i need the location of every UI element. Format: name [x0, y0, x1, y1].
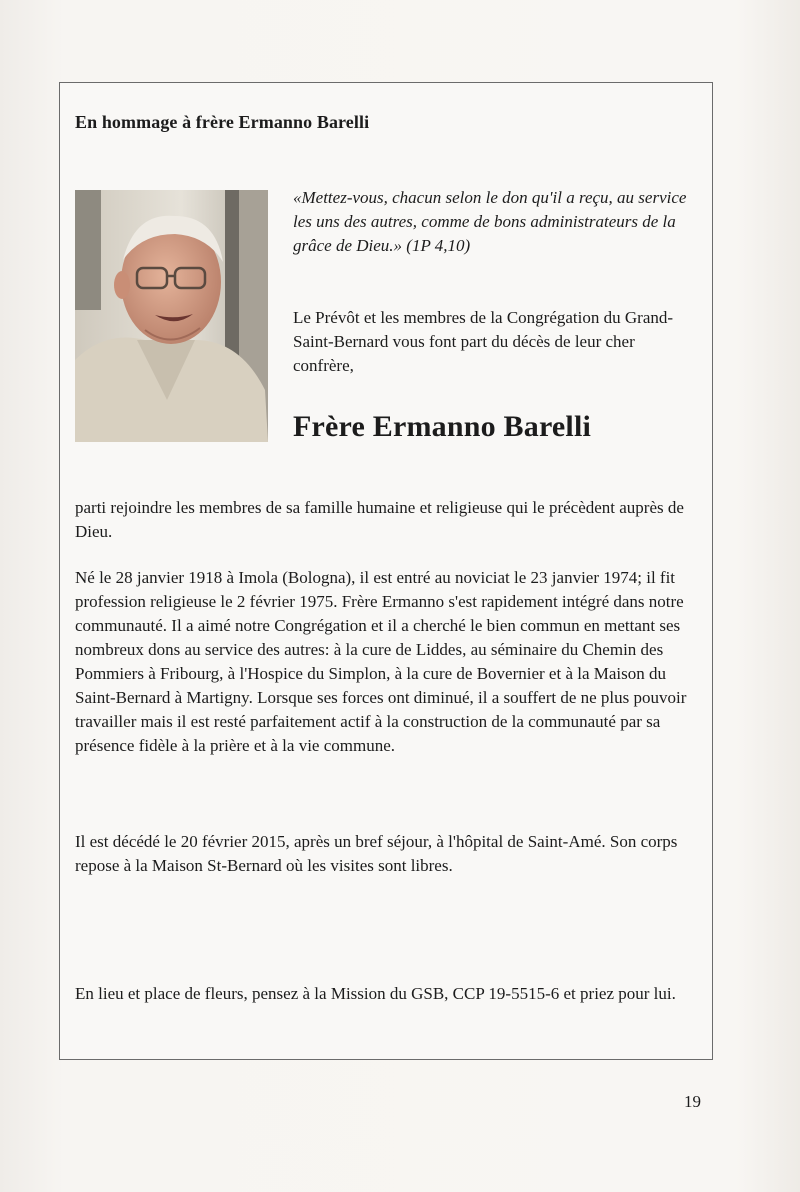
paragraph-death: Il est décédé le 20 février 2015, après un bref séjour, à l'hôpital de Saint-Amé. Son corps repose à la Maison St-Bernard où les visites sont libres.	[75, 832, 678, 875]
portrait-photo	[75, 190, 268, 442]
portrait-illustration	[75, 190, 268, 442]
bible-quote: «Mettez-vous, chacun selon le don qu'il a reçu, au service les uns des autres, comme de bons administrateurs de la grâce de Dieu.» (1P 4,10)	[293, 188, 687, 255]
paragraph-intro: parti rejoindre les membres de sa famille humaine et religieuse qui le précèdent auprès de Dieu.	[75, 498, 684, 541]
page-number: 19	[684, 1092, 701, 1111]
paragraph-biography: Né le 28 janvier 1918 à Imola (Bologna), il est entré au noviciat le 23 janvier 1974; il fit profession religieuse le 2 février 1975. Frère Ermanno s'est rapidement intégré dans notre communauté. Il a aimé notre Congrégation et il a cherché le bien commun en mettant ses nombreux dons au service des autres: à la cure de Liddes, au séminaire du Chemin des Pommiers à Fribourg, à l'Hospice du Simplon, à la cure de Bovernier et à la Maison du Saint-Bernard à Martigny. Lorsque ses forces ont diminué, il a souffert de ne plus pouvoir travailler mais il est resté parfaitement actif à la construction de la communauté par sa présence fidèle à la prière et à la vie commune.	[75, 568, 687, 755]
announcement-text: Le Prévôt et les membres de la Congrégation du Grand-Saint-Bernard vous font part du décès de leur cher confrère,	[293, 308, 674, 375]
page-heading: En hommage à frère Ermanno Barelli	[75, 112, 370, 132]
deceased-name: Frère Ermanno Barelli	[293, 410, 592, 443]
paragraph-donation: En lieu et place de fleurs, pensez à la Mission du GSB, CCP 19-5515-6 et priez pour lui.	[75, 984, 676, 1003]
